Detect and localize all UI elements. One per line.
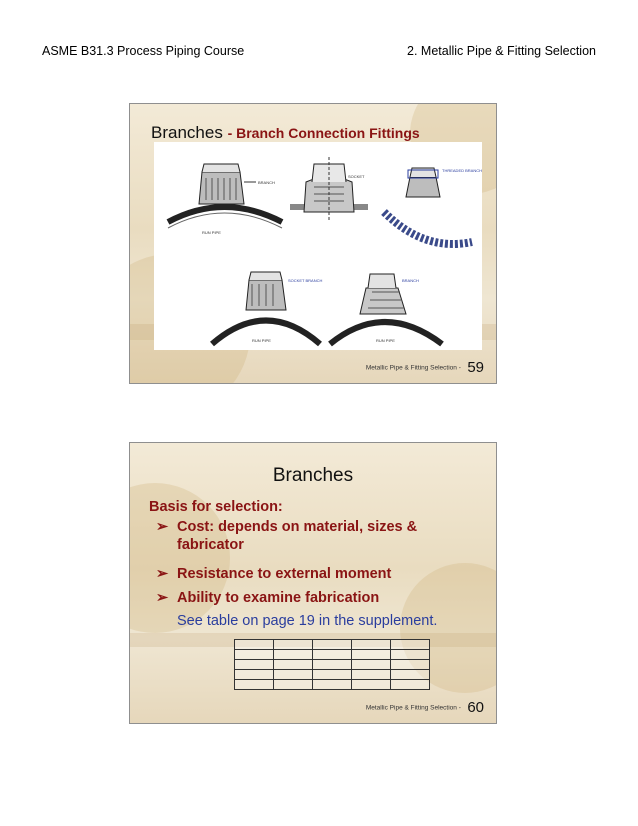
bullet-item-resistance	[156, 565, 467, 583]
slide-title	[151, 123, 420, 143]
slide-number: 59	[467, 359, 484, 377]
bullet-text: Resistance to external moment	[177, 566, 392, 582]
socket-branch-drawing	[212, 272, 322, 344]
see-table-note: See table on page 19 in the supplement.	[177, 613, 438, 629]
bullet-item-examine	[156, 589, 467, 607]
branch-fittings-figure	[154, 142, 482, 350]
empty-table-thumbnail	[234, 639, 430, 690]
running-header-chapter: 2. Metallic Pipe & Fitting Selection	[407, 44, 596, 58]
label-run-pipe: RUN PIPE	[202, 230, 221, 235]
label-socket: SOCKET	[348, 174, 365, 179]
slide-59	[129, 103, 497, 384]
label-run-pipe-2: RUN PIPE	[252, 338, 271, 343]
bullet-text: Cost: depends on material, sizes & fabricator	[177, 519, 418, 553]
slide-footer	[366, 359, 484, 377]
slide-footer	[366, 699, 484, 717]
sockolet-drawing	[290, 157, 368, 220]
label-run-pipe-3: RUN PIPE	[376, 338, 395, 343]
bullet-item-cost	[156, 518, 467, 554]
footer-text: Metallic Pipe & Fitting Selection -	[365, 364, 461, 372]
bullet-text: Ability to examine fabrication	[177, 590, 380, 606]
basis-heading: Basis for selection:	[149, 499, 283, 515]
title-text: Branches	[151, 123, 223, 142]
label-branch: BRANCH	[258, 180, 275, 185]
arrow-bullet-icon: ➢	[156, 590, 169, 606]
slide-title: Branches	[272, 465, 354, 486]
label-socket-branch: SOCKET BRANCH	[288, 278, 323, 283]
threadolet-drawing	[384, 168, 482, 244]
label-threaded-branch: THREADED BRANCH	[442, 168, 482, 173]
weldolet-drawing	[168, 164, 282, 235]
slide-60	[129, 442, 497, 724]
footer-text: Metallic Pipe & Fitting Selection -	[365, 704, 461, 712]
arrow-bullet-icon: ➢	[156, 519, 169, 535]
label-branch-2: BRANCH	[402, 278, 419, 283]
arrow-bullet-icon: ➢	[156, 566, 169, 582]
title-subtitle: - Branch Connection Fittings	[227, 125, 420, 141]
running-header-course: ASME B31.3 Process Piping Course	[42, 44, 245, 58]
branch-fittings-drawing	[154, 142, 482, 350]
slide-number: 60	[467, 699, 484, 717]
latrolet-drawing	[330, 274, 442, 344]
